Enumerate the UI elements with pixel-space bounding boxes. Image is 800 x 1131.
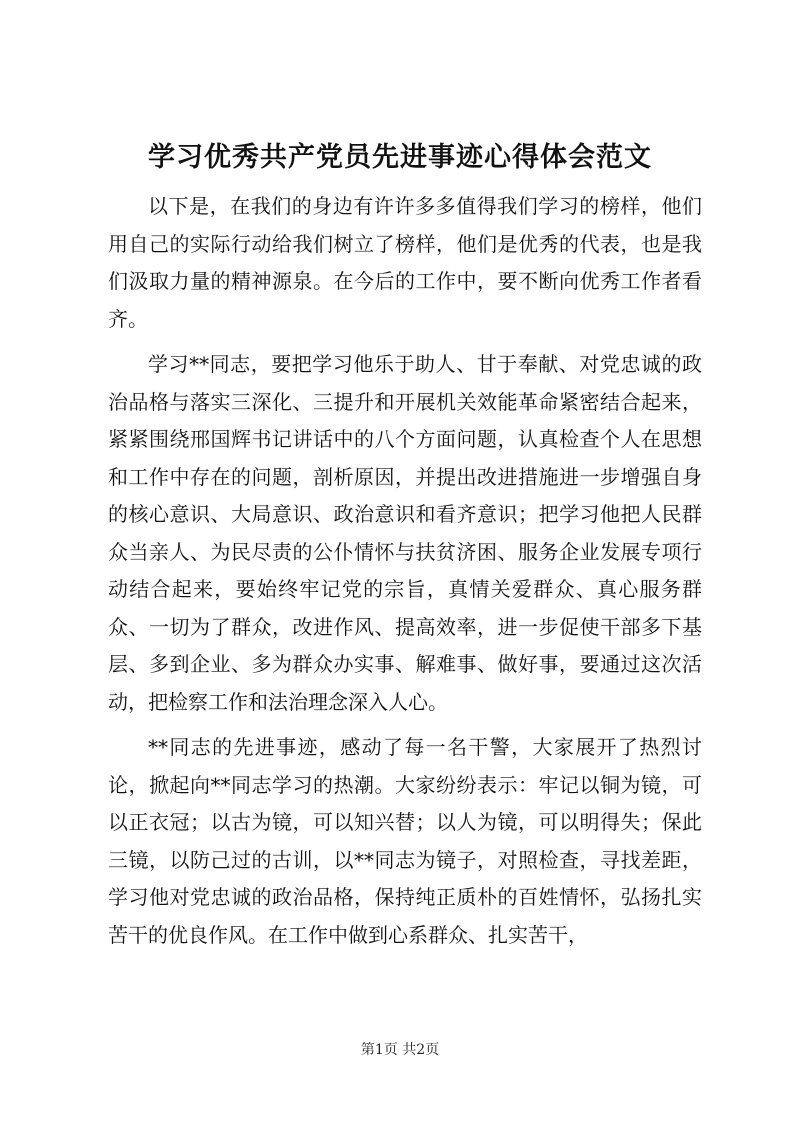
document-title: 学习优秀共产党员先进事迹心得体会范文	[148, 142, 652, 173]
paragraph-3: **同志的先进事迹，感动了每一名干警，大家展开了热烈讨论，掀起向**同志学习的热潮。大家纷纷表示：牢记以铜为镜，可以正衣冠；以古为镜，可以知兴替；以人为镜，可以明得失；保此三镜，以防己过的古训，以**同志为镜子，对照检查，寻找差距，学习他对党忠诚的政治品格，保持纯正质朴的百姓情怀，弘扬扎实苦干的优良作风。在工作中做到心系群众、扎实苦干，	[108, 735, 702, 947]
document-body	[108, 188, 702, 962]
paragraph-1: 以下是，在我们的身边有许许多多值得我们学习的榜样，他们用自己的实际行动给我们树立了榜样，他们是优秀的代表，也是我们汲取力量的精神源泉。在今后的工作中，要不断向优秀工作者看齐。	[108, 194, 702, 331]
page-number-footer: 第1页 共2页	[360, 1042, 440, 1058]
paragraph-2: 学习**同志，要把学习他乐于助人、甘于奉献、对党忠诚的政治品格与落实三深化、三提升和开展机关效能革命紧密结合起来，紧紧围绕邢国辉书记讲话中的八个方面问题，认真检查个人在思想和工作中存在的问题，剖析原因，并提出改进措施进一步增强自身的核心意识、大局意识、政治意识和看齐意识；把学习他把人民群众当亲人、为民尽责的公仆情怀与扶贫济困、服务企业发展专项行动结合起来，要始终牢记党的宗旨，真情关爱群众、真心服务群众、一切为了群众，改进作风、提高效率，进一步促使干部多下基层、多到企业、多为群众办实事、解难事、做好事，要通过这次活动，把检察工作和法治理念深入人心。	[108, 352, 702, 714]
